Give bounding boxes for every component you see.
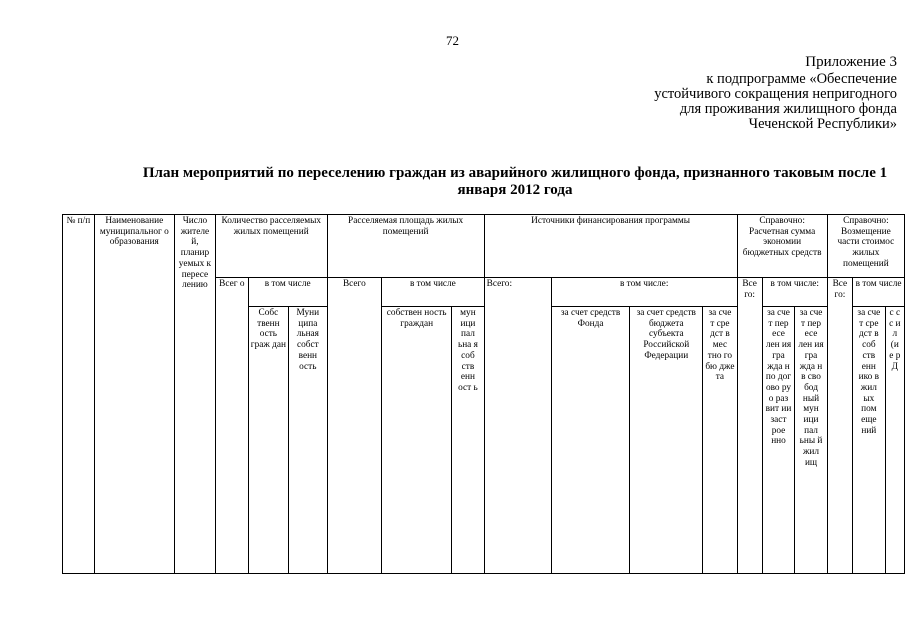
header-ref-compensation: Справочно: Возмещение части стоимос жилых помещений — [827, 215, 904, 278]
header-savings-free-housing: за сче т пер есе лен ия гра жда н в сво бод ный мун ици пал ьны й жил ищ — [795, 307, 828, 574]
appendix-title: Приложение 3 — [805, 54, 897, 70]
header-including: в том числе — [248, 278, 327, 307]
header-local-budget: за сче т сре дст в мес тно го бю дже та — [703, 307, 737, 574]
header-total: Всего: — [484, 278, 551, 574]
header-citizens-ownership-area: собствен ность граждан — [382, 307, 452, 574]
header-total: Все го: — [737, 278, 762, 574]
resettlement-plan-table — [62, 214, 905, 574]
header-financing: Источники финансирования программы — [484, 215, 737, 278]
document-title-line: План мероприятий по переселению граждан из аварийного жилищного фонда, признанного таковым после 1 — [142, 165, 888, 181]
header-total: Всег о — [215, 278, 248, 574]
document-title — [130, 165, 900, 199]
header-rooms-qty: Количество расселяемых жилых помещений — [215, 215, 327, 278]
header-municipal-ownership: Муни ципа льная собст венн ость — [289, 307, 328, 574]
header-including: в том числе — [382, 278, 485, 307]
header-municipality: Наименование муниципальног о образования — [94, 215, 174, 574]
document-title-line: января 2012 года — [457, 182, 573, 198]
header-citizens-ownership: Собс твенн ость граж дан — [248, 307, 288, 574]
appendix-block — [654, 55, 897, 132]
header-compensation-other: с с с и л (и е р Д — [885, 307, 904, 574]
header-including: в том числе: — [762, 278, 827, 307]
header-fund: за счет средств Фонда — [551, 307, 629, 574]
header-total: Всего — [327, 278, 382, 574]
appendix-line: для проживания жилищного фонда — [679, 101, 897, 117]
header-including: в том числе — [853, 278, 905, 307]
header-regional-budget: за счет средств бюджета субъекта Российской Федерации — [630, 307, 703, 574]
header-area: Расселяемая площадь жилых помещений — [327, 215, 484, 278]
header-residents: Число жителе й, планир уемых к пересе лению — [174, 215, 215, 574]
page-number: 72 — [446, 33, 459, 48]
header-compensation-owners: за сче т сре дст в соб ств енн ико в жил ых пом еще ний — [853, 307, 886, 574]
appendix-line: к подпрограмме «Обеспечение — [706, 71, 897, 87]
header-ref-savings: Справочно: Расчетная сумма экономии бюджетных средств — [737, 215, 827, 278]
appendix-line: Чеченской Республики» — [748, 116, 897, 132]
header-municipal-ownership-area: мун ици пал ьна я соб ств енн ост ь — [452, 307, 484, 574]
header-savings-development-agreement: за сче т пер есе лен ия гра жда н по дог ово ру о раз вит ии заст рое нно — [762, 307, 795, 574]
header-num: № п/п — [63, 215, 95, 574]
header-total: Все го: — [827, 278, 852, 574]
appendix-line: устойчивого сокращения непригодного — [654, 86, 897, 102]
header-including: в том числе: — [551, 278, 737, 307]
